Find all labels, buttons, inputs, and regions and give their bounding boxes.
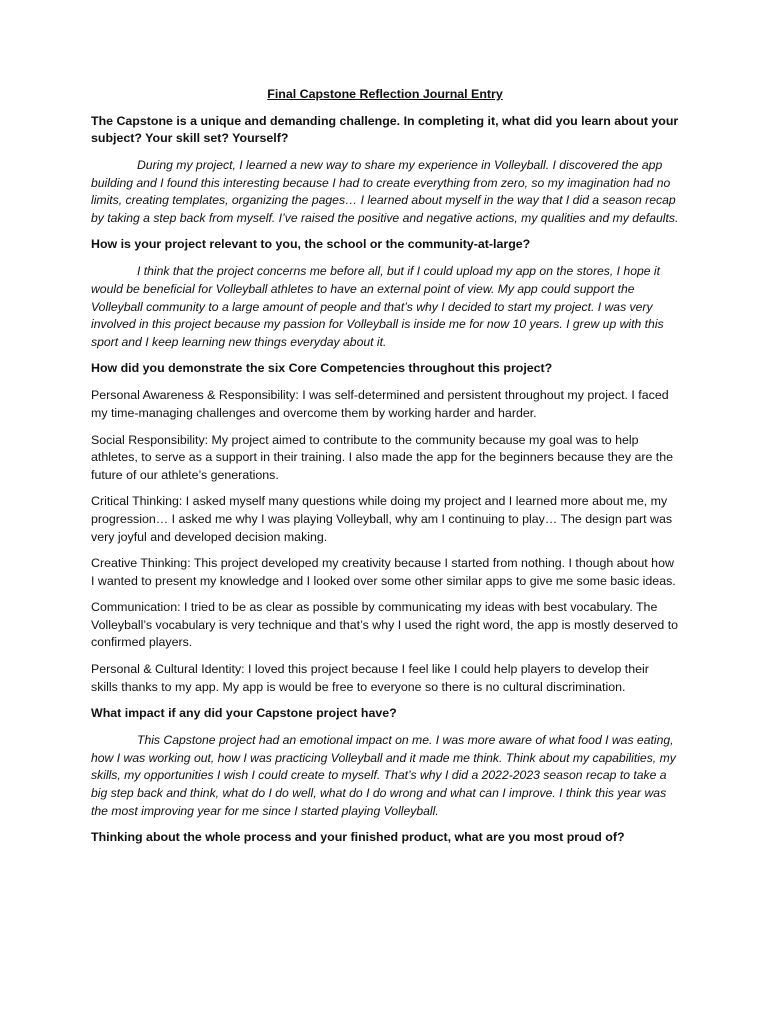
competency-communication: Communication: I tried to be as clear as possible by communicating my ideas with best vocabulary. The Volleyball’s vocabulary is very technique and that’s why I used the right word, the app is mostly deserved to confirmed players. <box>91 600 679 650</box>
question-learning: The Capstone is a unique and demanding challenge. In completing it, what did you learn about your subject? Your skill set? Yourself? <box>91 114 679 145</box>
competency-social-responsibility: Social Responsibility: My project aimed to contribute to the community because my goal was to help athletes, to serve as a support in their training. I also made the app for the beginners because they are the future of our athlete’s generations. <box>91 432 674 482</box>
answer-relevance: I think that the project concerns me before all, but if I could upload my app on the stores, I hope it would be beneficial for Volleyball athletes to have an external point of view. My app could support the Volleyball community to a large amount of people and that’s why I decided to start my project. I was very involved in this project because my passion for Volleyball is inside me for now 10 years. I grew up with this sport and I keep learning new things everyday about it. <box>91 264 664 349</box>
answer-impact: This Capstone project had an emotional impact on me. I was more aware of what food I was eating, how I was working out, how I was practicing Volleyball and it made me think. Think about my capabilities, my skills, my opportunities I wish I could create to myself. That’s why I did a 2022-2023 season recap to take a big step back and think, what do I do well, what do I do wrong and what can I improve. I think this year was the most improving year for me since I started playing Volleyball. <box>91 733 676 818</box>
competency-creative-thinking: Creative Thinking: This project developed my creativity because I started from nothing. I though about how I wanted to present my knowledge and I looked over some other similar apps to give me some basic ideas. <box>91 556 676 588</box>
question-proud-of: Thinking about the whole process and your finished product, what are you most proud of? <box>91 830 625 845</box>
document-title: Final Capstone Reflection Journal Entry <box>267 87 503 101</box>
document-body <box>91 86 679 856</box>
competency-personal-cultural-identity: Personal & Cultural Identity: I loved this project because I feel like I could help players to develop their skills thanks to my app. My app is would be free to everyone so there is no cultural discrimination. <box>91 662 649 694</box>
question-impact: What impact if any did your Capstone project have? <box>91 706 397 721</box>
competency-critical-thinking: Critical Thinking: I asked myself many questions while doing my project and I learned more about me, my progression… I asked me why I was playing Volleyball, why am I continuing to play… The design part was very joyful and developed decision making. <box>91 494 673 544</box>
question-core-competencies: How did you demonstrate the six Core Competencies throughout this project? <box>91 361 553 376</box>
competency-personal-awareness: Personal Awareness & Responsibility: I was self-determined and persistent throughout my project. I faced my time-managing challenges and overcome them by working harder and harder. <box>91 388 669 420</box>
question-relevance: How is your project relevant to you, the school or the community-at-large? <box>91 237 531 252</box>
answer-learning: During my project, I learned a new way to share my experience in Volleyball. I discovered the app building and I found this interesting because I had to create everything from zero, so my imagination had no limits, creating templates, organizing the pages… I learned about myself in the way that I did a season recap by taking a step back from myself. I’ve raised the positive and negative actions, my qualities and my defaults. <box>91 158 679 225</box>
